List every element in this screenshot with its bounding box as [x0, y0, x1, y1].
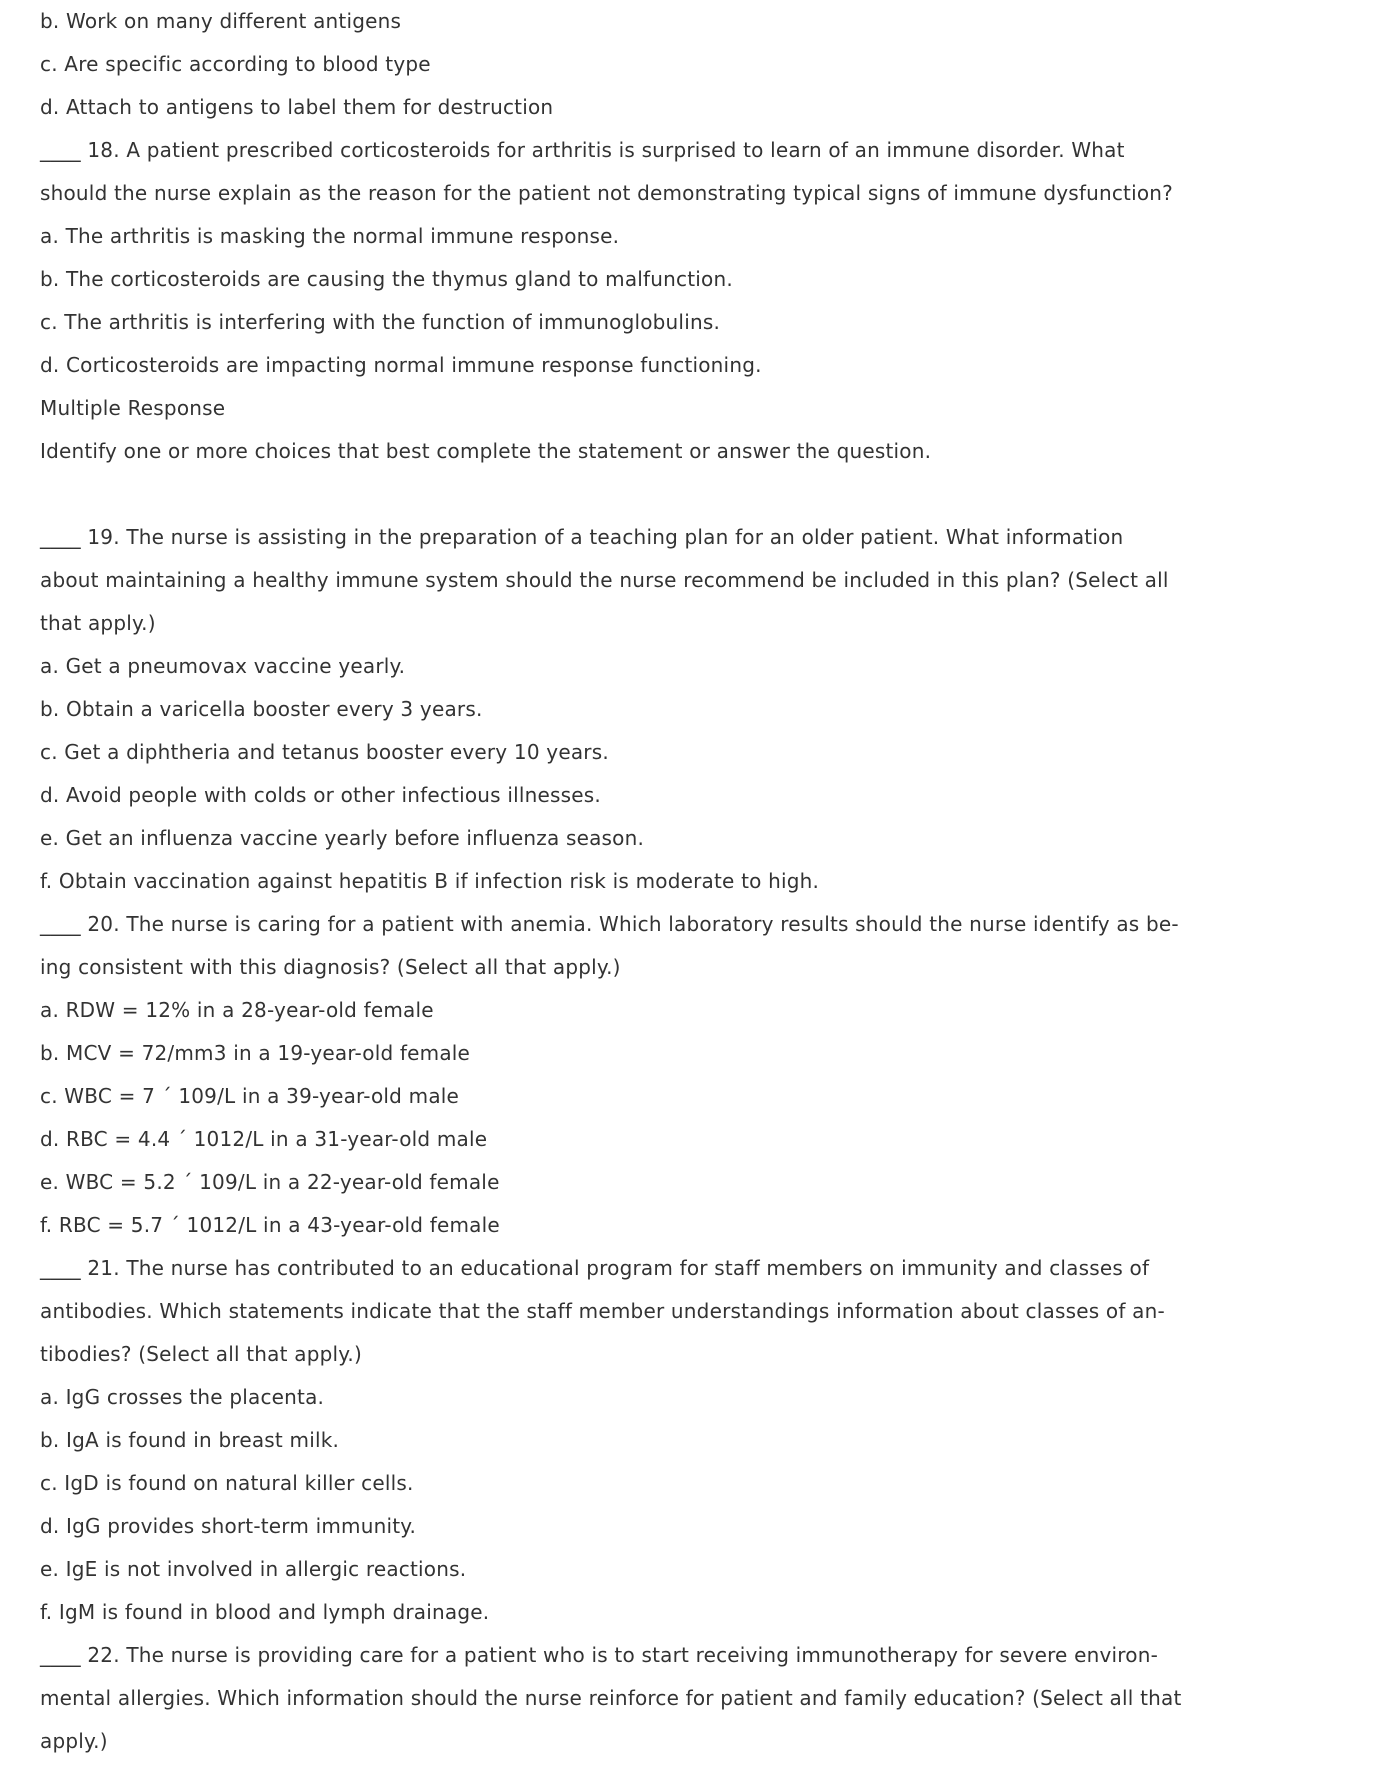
document-line: c. Are specific according to blood type [40, 52, 431, 76]
document-line: ____ 20. The nurse is caring for a patient with anemia. Which laboratory results should the nurse identify as be- [40, 912, 1179, 936]
document-line: e. WBC = 5.2 ´ 109/L in a 22-year-old female [40, 1170, 500, 1194]
document-line: d. Corticosteroids are impacting normal immune response functioning. [40, 353, 762, 377]
document-line: c. The arthritis is interfering with the function of immunoglobulins. [40, 310, 721, 334]
document-line: ____ 22. The nurse is providing care for a patient who is to start receiving immunotherapy for severe environ- [40, 1643, 1159, 1667]
document-line: ____ 21. The nurse has contributed to an educational program for staff members on immunity and classes of [40, 1256, 1150, 1280]
document-line: b. The corticosteroids are causing the thymus gland to malfunction. [40, 267, 733, 291]
document-line: Multiple Response [40, 396, 226, 420]
document-line: e. Get an influenza vaccine yearly before influenza season. [40, 826, 645, 850]
document-line: e. IgE is not involved in allergic reactions. [40, 1557, 467, 1581]
document-line: a. Get a pneumovax vaccine yearly. [40, 654, 406, 678]
document-line: c. Get a diphtheria and tetanus booster every 10 years. [40, 740, 609, 764]
document-line: a. The arthritis is masking the normal immune response. [40, 224, 620, 248]
document-line: d. Attach to antigens to label them for destruction [40, 95, 554, 119]
document-line: d. IgG provides short-term immunity. [40, 1514, 417, 1538]
document-lines-container [40, 0, 1360, 1763]
document-line: c. IgD is found on natural killer cells. [40, 1471, 414, 1495]
document-line: c. WBC = 7 ´ 109/L in a 39-year-old male [40, 1084, 460, 1108]
document-line: ____ 19. The nurse is assisting in the preparation of a teaching plan for an older patient. What information [40, 525, 1124, 549]
blank-line [40, 473, 1360, 516]
document-line: that apply.) [40, 611, 156, 635]
document-line: ____ 18. A patient prescribed corticosteroids for arthritis is surprised to learn of an immune disorder. What [40, 138, 1125, 162]
document-line: b. Work on many different antigens [40, 9, 402, 33]
document-line: b. MCV = 72/mm3 in a 19-year-old female [40, 1041, 471, 1065]
document-line: b. IgA is found in breast milk. [40, 1428, 340, 1452]
document-line: a. IgG crosses the placenta. [40, 1385, 325, 1409]
document-line: a. RDW = 12% in a 28-year-old female [40, 998, 434, 1022]
document-line: ing consistent with this diagnosis? (Select all that apply.) [40, 955, 621, 979]
document-line: f. IgM is found in blood and lymph drainage. [40, 1600, 490, 1624]
document-line: tibodies? (Select all that apply.) [40, 1342, 362, 1366]
document-line: b. Obtain a varicella booster every 3 years. [40, 697, 483, 721]
document-line: should the nurse explain as the reason for the patient not demonstrating typical signs of immune dysfunction? [40, 181, 1173, 205]
document-line: about maintaining a healthy immune system should the nurse recommend be included in this plan? (Select all [40, 568, 1169, 592]
document-line: apply.) [40, 1729, 108, 1753]
document-line: Identify one or more choices that best complete the statement or answer the question. [40, 439, 932, 463]
document-line: d. Avoid people with colds or other infectious illnesses. [40, 783, 601, 807]
document-line: antibodies. Which statements indicate that the staff member understandings information about classes of an- [40, 1299, 1165, 1323]
document-line: f. RBC = 5.7 ´ 1012/L in a 43-year-old female [40, 1213, 500, 1237]
document-line: mental allergies. Which information should the nurse reinforce for patient and family education? (Select all that [40, 1686, 1182, 1710]
document-line: f. Obtain vaccination against hepatitis B if infection risk is moderate to high. [40, 869, 820, 893]
document-line: d. RBC = 4.4 ´ 1012/L in a 31-year-old male [40, 1127, 488, 1151]
